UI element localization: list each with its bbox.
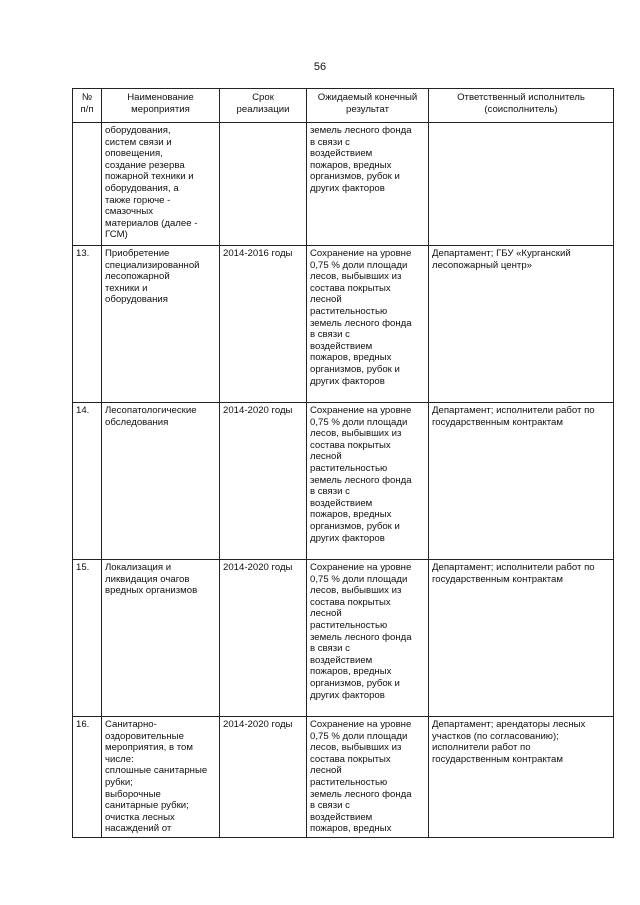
page-number: 56: [313, 61, 327, 73]
table-row: [73, 246, 614, 403]
row-executor: Департамент; исполнители работ по государственным контрактам: [429, 560, 614, 717]
table-row: [73, 717, 614, 838]
table-row: [73, 123, 614, 246]
row-number: 14.: [73, 403, 102, 560]
row-number: 15.: [73, 560, 102, 717]
header-executor: Ответственный исполнитель (соисполнитель): [429, 89, 614, 123]
row-term: 2014-2020 годы: [220, 560, 307, 717]
row-term: 2014-2016 годы: [220, 246, 307, 403]
table-row: [73, 403, 614, 560]
header-term: Срок реализации: [220, 89, 307, 123]
header-measure-name: Наименование мероприятия: [102, 89, 220, 123]
row-expected-result: Сохранение на уровне 0,75 % доли площади лесов, выбывших из состава покрытых лесной растительностью земель лесного фонда в связи с воздействием пожаров, вредных организмов, рубок и других факторов: [307, 403, 429, 560]
row-executor: Департамент; исполнители работ по государственным контрактам: [429, 403, 614, 560]
header-expected-result: Ожидаемый конечный результат: [307, 89, 429, 123]
row-term: [220, 123, 307, 246]
row-executor: Департамент; ГБУ «Курганский лесопожарный центр»: [429, 246, 614, 403]
row-measure-name: Лесопатологические обследования: [102, 403, 220, 560]
row-measure-name: оборудования, систем связи и оповещения, создание резерва пожарной техники и оборудования, а также горюче - смазочных материалов (далее - ГСМ): [102, 123, 220, 246]
row-expected-result: Сохранение на уровне 0,75 % доли площади лесов, выбывших из состава покрытых лесной растительностью земель лесного фонда в связи с воздействием пожаров, вредных организмов, рубок и других факторов: [307, 560, 429, 717]
row-executor: [429, 123, 614, 246]
row-term: 2014-2020 годы: [220, 403, 307, 560]
row-expected-result: Сохранение на уровне 0,75 % доли площади лесов, выбывших из состава покрытых лесной растительностью земель лесного фонда в связи с воздействием пожаров, вредных: [307, 717, 429, 838]
row-measure-name: Локализация и ликвидация очагов вредных организмов: [102, 560, 220, 717]
row-expected-result: земель лесного фонда в связи с воздействием пожаров, вредных организмов, рубок и других факторов: [307, 123, 429, 246]
table-header-row: [73, 89, 614, 123]
row-executor: Департамент; арендаторы лесных участков (по согласованию); исполнители работ по государственным контрактам: [429, 717, 614, 838]
row-number: [73, 123, 102, 246]
row-measure-name: Приобретение специализированной лесопожарной техники и оборудования: [102, 246, 220, 403]
row-expected-result: Сохранение на уровне 0,75 % доли площади лесов, выбывших из состава покрытых лесной растительностью земель лесного фонда в связи с воздействием пожаров, вредных организмов, рубок и других факторов: [307, 246, 429, 403]
table-row: [73, 560, 614, 717]
row-measure-name: Санитарно- оздоровительные мероприятия, в том числе: сплошные санитарные рубки; выборочные санитарные рубки; очистка лесных насаждений от: [102, 717, 220, 838]
header-number: № п/п: [73, 89, 102, 123]
row-number: 16.: [73, 717, 102, 838]
measures-table: [72, 88, 614, 838]
row-number: 13.: [73, 246, 102, 403]
row-term: 2014-2020 годы: [220, 717, 307, 838]
